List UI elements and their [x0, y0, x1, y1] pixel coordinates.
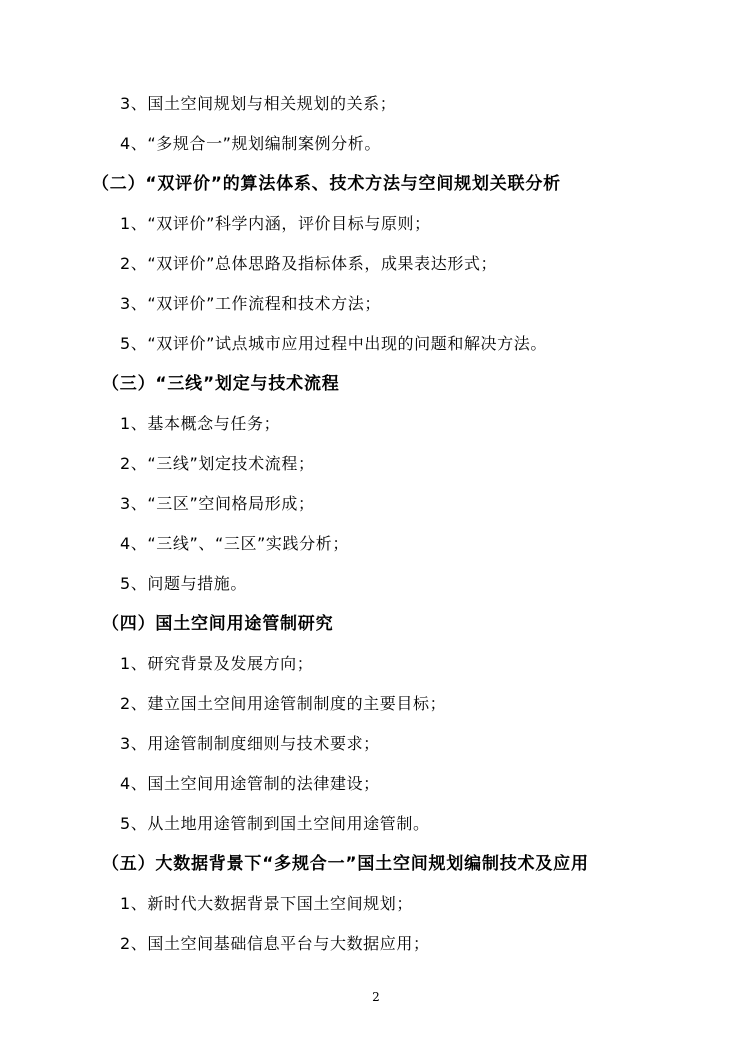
list-item: 2、建立国土空间用途管制制度的主要目标； [120, 694, 447, 713]
list-item: 1、研究背景及发展方向； [120, 654, 314, 673]
list-item: 5、问题与措施。 [120, 574, 247, 593]
section-heading: （四）国土空间用途管制研究 [102, 614, 334, 634]
list-item: 2、“双评价”总体思路及指标体系，成果表达形式； [120, 254, 498, 273]
list-item: 4、“三线”、“三区”实践分析； [120, 534, 349, 553]
section-heading: （二）“双评价”的算法体系、技术方法与空间规划关联分析 [92, 174, 561, 194]
list-item: 3、用途管制制度细则与技术要求； [120, 734, 380, 753]
list-item: 5、从土地用途管制到国土空间用途管制。 [120, 814, 430, 833]
list-item: 4、国土空间用途管制的法律建设； [120, 774, 380, 793]
section-heading: （三）“三线”划定与技术流程 [102, 374, 340, 394]
page-number: 2 [372, 990, 380, 1004]
list-item: 5、“双评价”试点城市应用过程中出现的问题和解决方法。 [120, 334, 547, 353]
list-item: 2、国土空间基础信息平台与大数据应用； [120, 934, 430, 953]
list-item: 3、“双评价”工作流程和技术方法； [120, 294, 381, 313]
list-item: 2、“三线”划定技术流程； [120, 454, 315, 473]
list-item: 3、国土空间规划与相关规划的关系； [120, 94, 397, 113]
list-item: 1、“双评价”科学内涵，评价目标与原则； [120, 214, 431, 233]
list-item: 4、“多规合一”规划编制案例分析。 [120, 134, 381, 153]
list-item: 1、新时代大数据背景下国土空间规划； [120, 894, 413, 913]
list-item: 1、基本概念与任务； [120, 414, 281, 433]
section-heading: （五）大数据背景下“多规合一”国土空间规划编制技术及应用 [102, 854, 589, 874]
list-item: 3、“三区”空间格局形成； [120, 494, 315, 513]
